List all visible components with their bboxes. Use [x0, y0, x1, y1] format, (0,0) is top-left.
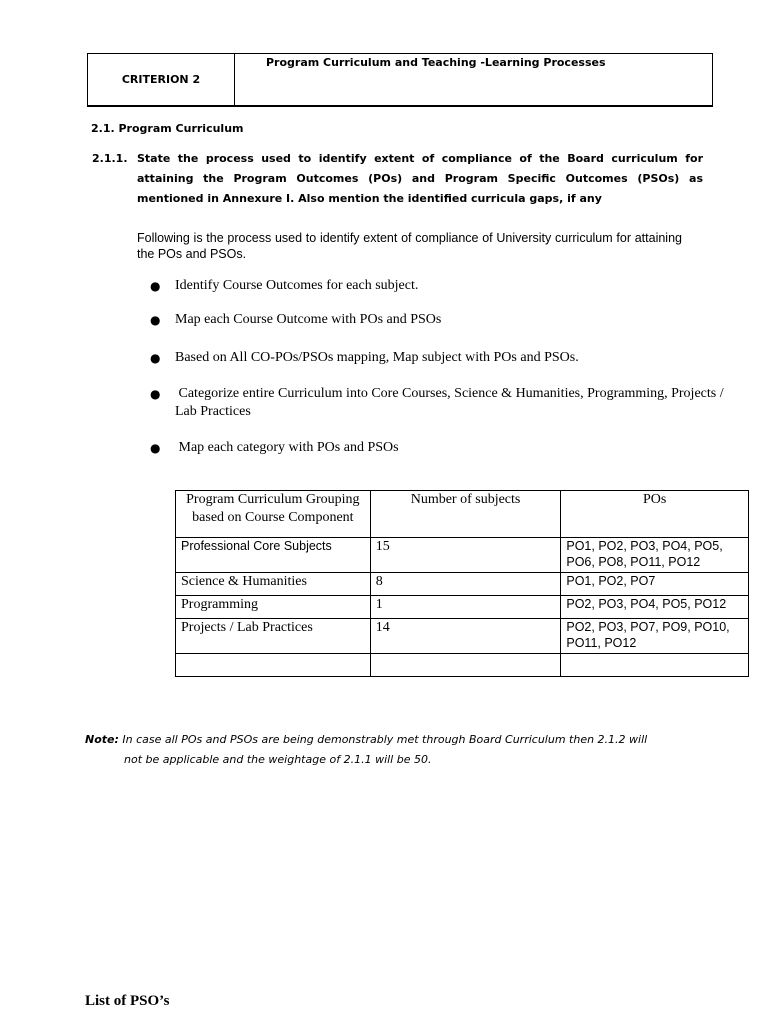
cell-group: Projects / Lab Practices: [176, 619, 371, 654]
criterion-label: CRITERION 2: [121, 73, 201, 86]
note-line-1: In case all POs and PSOs are being demonstrably met through Board Curriculum then 2.1.2 will: [122, 733, 648, 746]
note-block: [85, 730, 685, 770]
cell-group: Science & Humanities: [176, 573, 371, 596]
cell-count: 8: [370, 573, 561, 596]
header-grouping: Program Curriculum Grouping based on Course Component: [176, 491, 371, 538]
cell-pos: PO1, PO2, PO7: [561, 573, 749, 596]
table-header-row: [176, 491, 749, 538]
header-pos: POs: [561, 491, 749, 538]
cell-pos: PO1, PO2, PO3, PO4, PO5, PO6, PO8, PO11, PO12: [561, 538, 749, 573]
header-count: Number of subjects: [370, 491, 561, 538]
curriculum-table: [175, 490, 749, 677]
intro-paragraph: Following is the process used to identify extent of compliance of University curriculum for attaining the POs and PSOs.: [137, 231, 682, 261]
bullet-icon: ●: [150, 279, 161, 293]
list-item: Identify Course Outcomes for each subject.: [175, 278, 419, 293]
bullet-icon: ●: [150, 351, 161, 365]
criterion-title: Program Curriculum and Teaching -Learning Processes: [266, 56, 606, 69]
cell-count: 14: [370, 619, 561, 654]
cell-group: Professional Core Subjects: [176, 538, 371, 573]
table-row: [176, 573, 749, 596]
note-line-2: not be applicable and the weightage of 2.1.1 will be 50.: [124, 753, 432, 766]
cell-count: [370, 654, 561, 677]
list-item: Categorize entire Curriculum into Core Courses, Science & Humanities, Programming, Projects / Lab Practices: [175, 386, 728, 419]
question-text: State the process used to identify extent of compliance of the Board curriculum for attaining the Program Outcomes (POs) and Program Specific Outcomes (PSOs) as mentioned in Annexure I. Also mention the identified curricula gaps, if any: [137, 152, 703, 205]
list-item: Map each category with POs and PSOs: [175, 440, 399, 455]
criterion-divider: [234, 54, 235, 105]
list-item: Based on All CO-POs/PSOs mapping, Map subject with POs and PSOs.: [175, 350, 579, 365]
list-item: Map each Course Outcome with POs and PSOs: [175, 312, 442, 327]
criterion-header: [87, 53, 713, 107]
bullet-icon: ●: [150, 313, 161, 327]
cell-pos: [561, 654, 749, 677]
table-row: [176, 619, 749, 654]
cell-group: [176, 654, 371, 677]
table-row: [176, 596, 749, 619]
note-label: Note:: [85, 733, 119, 746]
section-title: 2.1. Program Curriculum: [91, 122, 244, 135]
bullet-icon: ●: [150, 441, 161, 455]
cell-count: 1: [370, 596, 561, 619]
cell-pos: PO2, PO3, PO4, PO5, PO12: [561, 596, 749, 619]
cell-count: 15: [370, 538, 561, 573]
bullet-icon: ●: [150, 387, 161, 401]
table-row: [176, 654, 749, 677]
cell-pos: PO2, PO3, PO7, PO9, PO10, PO11, PO12: [561, 619, 749, 654]
question-number: 2.1.1.: [92, 152, 128, 165]
cell-group: Programming: [176, 596, 371, 619]
pso-heading: List of PSO’s: [85, 993, 170, 1009]
table-row: [176, 538, 749, 573]
